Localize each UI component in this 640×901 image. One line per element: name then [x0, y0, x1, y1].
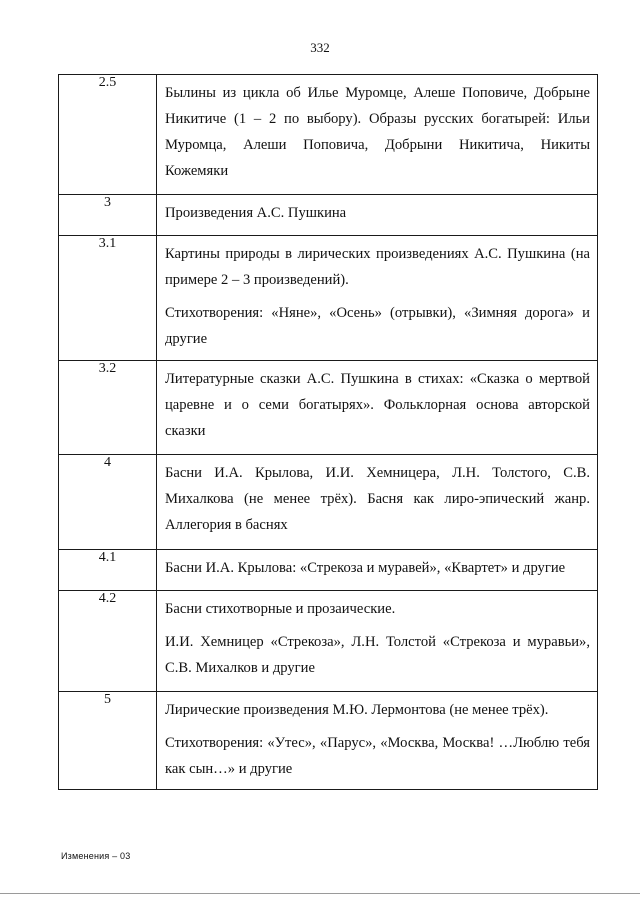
- row-content: [157, 75, 598, 195]
- row-paragraph: Басни стихотворные и прозаические.: [165, 601, 396, 617]
- table-row: [59, 75, 598, 195]
- row-number: 3.1: [59, 236, 157, 361]
- page-number: 332: [310, 40, 330, 55]
- row-paragraph: Произведения А.С. Пушкина: [165, 205, 347, 221]
- table-row: [59, 591, 598, 692]
- row-number: 2.5: [59, 75, 157, 195]
- row-number: 3.2: [59, 361, 157, 455]
- table-row: [59, 361, 598, 455]
- row-paragraph: Былины из цикла об Илье Муромце, Алеше Поповиче, Добрыне Никитиче (1 – 2 по выбору). Образы русских богатырей: Ильи Муромца, Алеши Поповича, Добрыни Никитича, Никиты Кожемяки: [165, 85, 590, 179]
- row-paragraph: Басни И.А. Крылова: «Стрекоза и муравей», «Квартет» и другие: [165, 560, 566, 576]
- table-row: [59, 236, 598, 361]
- row-number: 3: [59, 195, 157, 236]
- row-content: [157, 455, 598, 550]
- table-row: [59, 692, 598, 790]
- row-paragraph: Лирические произведения М.Ю. Лермонтова (не менее трёх).: [165, 702, 549, 718]
- row-content: [157, 236, 598, 361]
- row-number: 4: [59, 455, 157, 550]
- page-bottom-divider: [0, 893, 640, 894]
- row-number: 4.1: [59, 550, 157, 591]
- table-row: [59, 195, 598, 236]
- row-paragraph: Стихотворения: «Няне», «Осень» (отрывки), «Зимняя дорога» и другие: [165, 305, 590, 347]
- table-row: [59, 550, 598, 591]
- revision-footer: Изменения – 03: [61, 851, 131, 861]
- row-content: [157, 550, 598, 591]
- row-content: [157, 591, 598, 692]
- row-paragraph: Стихотворения: «Утес», «Парус», «Москва, Москва! …Люблю тебя как сын…» и другие: [165, 735, 590, 777]
- row-paragraph: Картины природы в лирических произведениях А.С. Пушкина (на примере 2 – 3 произведений).: [165, 246, 590, 288]
- row-paragraph: Литературные сказки А.С. Пушкина в стихах: «Сказка о мертвой царевне и о семи богатырях». Фольклорная основа авторской сказки: [165, 371, 590, 439]
- table-row: [59, 455, 598, 550]
- curriculum-table: [58, 74, 598, 790]
- row-paragraph: Басни И.А. Крылова, И.И. Хемницера, Л.Н. Толстого, С.В. Михалкова (не менее трёх). Басня как лиро-эпический жанр. Аллегория в баснях: [165, 465, 590, 533]
- row-number: 5: [59, 692, 157, 790]
- row-content: [157, 361, 598, 455]
- row-content: [157, 195, 598, 236]
- row-number: 4.2: [59, 591, 157, 692]
- row-content: [157, 692, 598, 790]
- row-paragraph: И.И. Хемницер «Стрекоза», Л.Н. Толстой «Стрекоза и муравьи», С.В. Михалков и другие: [165, 634, 590, 676]
